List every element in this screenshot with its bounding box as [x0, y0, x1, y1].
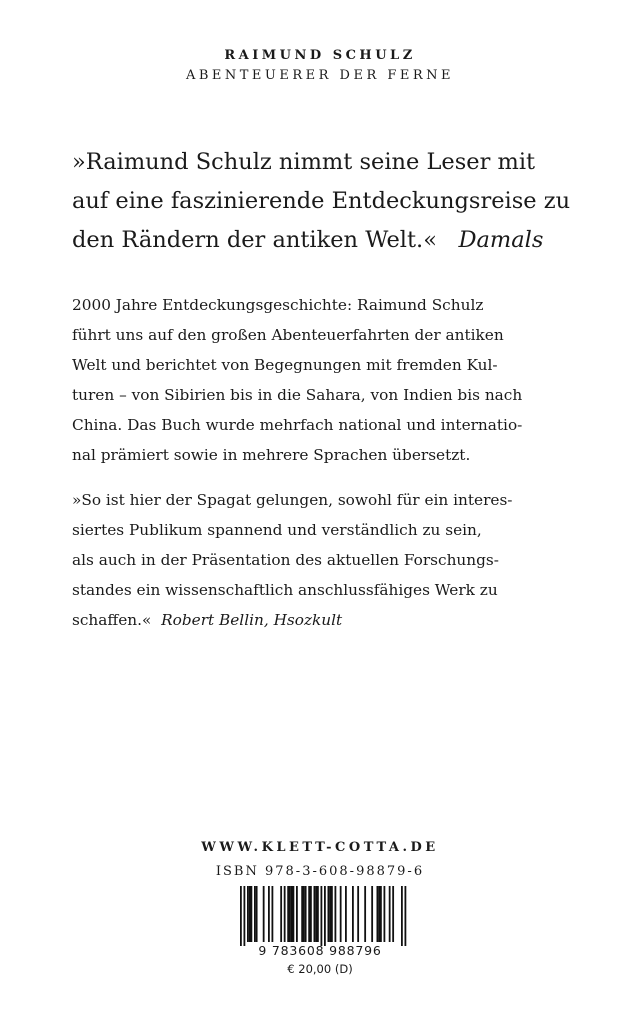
publisher-website: WWW.KLETT-COTTA.DE: [201, 840, 439, 855]
barcode-bar: [392, 886, 394, 942]
book-title: ABENTEUERER DER FERNE: [185, 68, 455, 83]
press-quote-damals: [72, 143, 572, 260]
ean-barcode: [232, 886, 408, 960]
barcode-bar: [340, 886, 342, 942]
barcode-bar: [268, 886, 270, 942]
barcode-bar: [314, 886, 316, 942]
barcode-bar: [301, 886, 303, 942]
barcode-bar: [296, 886, 298, 942]
barcode-bar: [249, 886, 251, 942]
barcode-bar: [377, 886, 379, 942]
barcode-bar: [371, 886, 373, 942]
barcode-bar: [280, 886, 282, 942]
blurb-line: China. Das Buch wurde mehrfach national und internatio-: [72, 416, 523, 434]
barcode-bar: [317, 886, 319, 942]
blurb-line: turen – von Sibirien bis in die Sahara, von Indien bis nach: [72, 386, 523, 404]
barcode-bar: [305, 886, 307, 942]
barcode-bar: [331, 886, 333, 942]
blurb-paragraph: [72, 290, 572, 470]
barcode-bar: [329, 886, 331, 942]
barcode-bar: [272, 886, 274, 942]
barcode-bar: [335, 886, 337, 942]
barcode-bar: [405, 886, 407, 946]
barcode-bar: [310, 886, 312, 942]
isbn-number: ISBN 978-3-608-98879-6: [215, 864, 425, 879]
barcode-bar: [244, 886, 246, 946]
barcode-bar: [247, 886, 249, 942]
blurb-line: führt uns auf den großen Abenteuerfahrten der antiken: [72, 326, 504, 344]
barcode-bar: [345, 886, 347, 942]
barcode-bar: [384, 886, 386, 942]
barcode-bar: [291, 886, 293, 942]
press-quote-hsozkult: [72, 485, 572, 635]
quote-line: »So ist hier der Spagat gelungen, sowohl für ein interes-: [72, 491, 513, 509]
barcode-bar: [401, 886, 403, 946]
quote-line: auf eine faszinierende Entdeckungsreise zu: [72, 188, 571, 214]
quote-line: standes ein wissenschaftlich anschlussfähiges Werk zu: [72, 581, 498, 599]
barcode-digits: 9 783608 988796: [258, 943, 382, 958]
barcode-bar: [240, 886, 242, 946]
author-name: RAIMUND SCHULZ: [224, 48, 416, 63]
barcode-bar: [321, 886, 323, 946]
blurb-line: nal prämiert sowie in mehrere Sprachen übersetzt.: [72, 446, 471, 464]
blurb-line: 2000 Jahre Entdeckungsgeschichte: Raimund Schulz: [72, 296, 484, 314]
quote-line: siertes Publikum spannend und verständlich zu sein,: [72, 521, 482, 539]
barcode-bar: [389, 886, 391, 942]
barcode-bar: [256, 886, 258, 942]
barcode-bar: [352, 886, 354, 942]
barcode-bar: [287, 886, 289, 942]
barcode-bar: [284, 886, 286, 942]
quote-source: Robert Bellin, Hsozkult: [161, 611, 343, 629]
quote-source: Damals: [458, 227, 544, 253]
quote-text: den Rändern der antiken Welt.«: [72, 227, 437, 253]
cover-header: [0, 46, 640, 86]
quote-line: [72, 605, 572, 635]
barcode-bar: [357, 886, 359, 942]
barcode-bar: [380, 886, 382, 942]
price-label: € 20,00 (D): [287, 962, 353, 976]
barcode-bar: [293, 886, 295, 942]
barcode-bar: [308, 886, 310, 942]
barcode-bar: [251, 886, 253, 942]
barcode-bar: [324, 886, 326, 946]
barcode-bar: [378, 886, 380, 942]
blurb-line: Welt und berichtet von Begegnungen mit fremden Kul-: [72, 356, 498, 374]
quote-text: schaffen.«: [72, 611, 152, 629]
barcode-bar: [263, 886, 265, 942]
quote-line: »Raimund Schulz nimmt seine Leser mit: [72, 149, 536, 175]
barcode-bar: [289, 886, 291, 942]
barcode-bars: [232, 886, 408, 946]
quote-line: als auch in der Präsentation des aktuellen Forschungs-: [72, 551, 499, 569]
barcode-bar: [315, 886, 317, 942]
cover-footer: [0, 838, 640, 882]
barcode-bar: [328, 886, 330, 942]
barcode-bar: [303, 886, 305, 942]
barcode-bar: [364, 886, 366, 942]
quote-line: [72, 221, 572, 260]
barcode-bar: [254, 886, 256, 942]
